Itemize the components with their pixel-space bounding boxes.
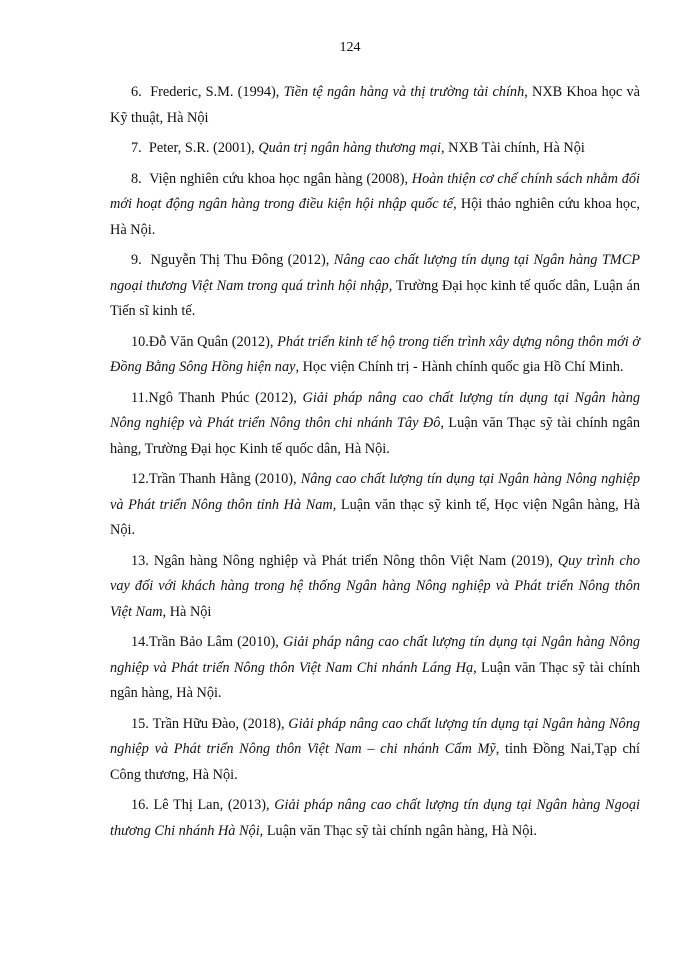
- reference-title: Giải pháp nâng cao chất lượng tín dụng tại Ngân hàng Nông nghiệp và Phát triển Nông thôn chi nhánh Tây Đô: [110, 389, 641, 431]
- reference-title: Giải pháp nâng cao chất lượng tín dụng tại Ngân hàng Nông nghiệp và Phát triển Nông thôn Việt Nam Chi nhánh Láng Hạ: [110, 634, 640, 676]
- reference-author-year: Nguyễn Thị Thu Đông (2012),: [150, 252, 334, 268]
- reference-author-year: Peter, S.R. (2001),: [148, 140, 259, 156]
- reference-title: Giải pháp nâng cao chất lượng tín dụng tại Ngân hàng Nông nghiệp và Phát triển Nông thôn Việt Nam – chi nhánh Cẩm Mỹ: [110, 715, 640, 757]
- reference-item: [110, 467, 640, 544]
- reference-author-year: Ngân hàng Nông nghiệp và Phát triển Nông thôn Việt Nam (2019),: [153, 552, 558, 569]
- reference-title: Tiền tệ ngân hàng và thị trường tài chính: [283, 84, 525, 100]
- reference-publisher: , NXB Khoa học và Kỹ thuật, Hà Nội: [110, 84, 640, 126]
- reference-number: 16.: [131, 797, 149, 813]
- reference-title: Nâng cao chất lượng tín dụng tại Ngân hàng Nông nghiệp và Phát triển Nông thôn tỉnh Hà Nam: [110, 471, 640, 513]
- reference-title: Quản trị ngân hàng thương mại: [258, 140, 441, 156]
- reference-publisher: , tỉnh Đồng Nai,Tạp chí Công thương, Hà Nội.: [110, 741, 641, 783]
- reference-item: [110, 549, 640, 626]
- reference-item: [110, 386, 640, 463]
- reference-item: [110, 712, 640, 789]
- reference-title: Nâng cao chất lượng tín dụng tại Ngân hàng TMCP ngoại thương Việt Nam trong quá trình hội nhập: [110, 252, 640, 294]
- reference-title: Hoàn thiện cơ chế chính sách nhằm đổi mới hoạt động ngân hàng trong điều kiện hội nhập quốc tế: [110, 170, 641, 212]
- reference-title: Giải pháp nâng cao chất lượng tín dụng tại Ngân hàng Ngoại thương Chi nhánh Hà Nội: [110, 797, 640, 839]
- reference-author-year: Trần Thanh Hằng (2010),: [148, 471, 301, 487]
- reference-author-year: Lê Thị Lan, (2013),: [153, 797, 275, 813]
- reference-publisher: , Hà Nội: [162, 603, 212, 620]
- reference-number: 11.: [131, 389, 149, 406]
- reference-publisher: , Luận văn thạc sỹ kinh tế, Học viện Ngân hàng, Hà Nội.: [110, 496, 641, 538]
- reference-number: 7.: [131, 140, 142, 156]
- reference-author-year: Trần Bảo Lâm (2010),: [148, 634, 284, 650]
- reference-publisher: , NXB Tài chính, Hà Nội: [440, 140, 585, 156]
- page-number: 124: [339, 40, 361, 55]
- reference-title: Quy trình cho vay đối với khách hàng trong hệ thống Ngân hàng Nông nghiệp và Phát triển Nông thôn Việt Nam: [110, 552, 641, 620]
- reference-publisher: , Luận văn Thạc sỹ tài chính ngân hàng, Trường Đại học Kinh tế quốc dân, Hà Nội.: [110, 415, 640, 457]
- reference-title: Phát triển kinh tế hộ trong tiến trình xây dựng nông thôn mới ở Đồng Bằng Sông Hồng hiện nay: [110, 333, 640, 375]
- reference-list: [110, 80, 640, 849]
- reference-number: 12.: [131, 471, 149, 487]
- reference-publisher: , Hội thảo nghiên cứu khoa học, Hà Nội.: [110, 196, 640, 238]
- reference-number: 6.: [131, 84, 142, 100]
- reference-publisher: , Học viện Chính trị - Hành chính quốc gia Hồ Chí Minh.: [295, 359, 624, 375]
- reference-publisher: , Luận văn Thạc sỹ tài chính ngân hàng, Hà Nội.: [110, 659, 640, 701]
- reference-author-year: Ngô Thanh Phúc (2012),: [148, 389, 303, 406]
- reference-item: [110, 136, 640, 162]
- reference-author-year: Frederic, S.M. (1994),: [150, 84, 284, 100]
- reference-item: [110, 167, 640, 244]
- reference-author-year: Đỗ Văn Quân (2012),: [148, 333, 278, 350]
- reference-item: [110, 330, 640, 381]
- reference-item: [110, 793, 640, 844]
- reference-item: [110, 630, 640, 707]
- reference-number: 10.: [131, 333, 149, 350]
- reference-publisher: , Luận văn Thạc sỹ tài chính ngân hàng, Hà Nội.: [259, 822, 537, 839]
- reference-number: 15.: [131, 715, 149, 732]
- reference-item: [110, 248, 640, 325]
- reference-number: 13.: [131, 552, 149, 569]
- reference-number: 9.: [131, 252, 142, 268]
- reference-publisher: , Trường Đại học kinh tế quốc dân, Luận án Tiến sĩ kinh tế.: [110, 277, 640, 319]
- reference-author-year: Trần Hữu Đào, (2018),: [152, 715, 289, 732]
- reference-number: 14.: [131, 634, 149, 650]
- reference-number: 8.: [131, 170, 142, 187]
- reference-item: [110, 80, 640, 131]
- reference-author-year: Viện nghiên cứu khoa học ngân hàng (2008),: [149, 170, 412, 187]
